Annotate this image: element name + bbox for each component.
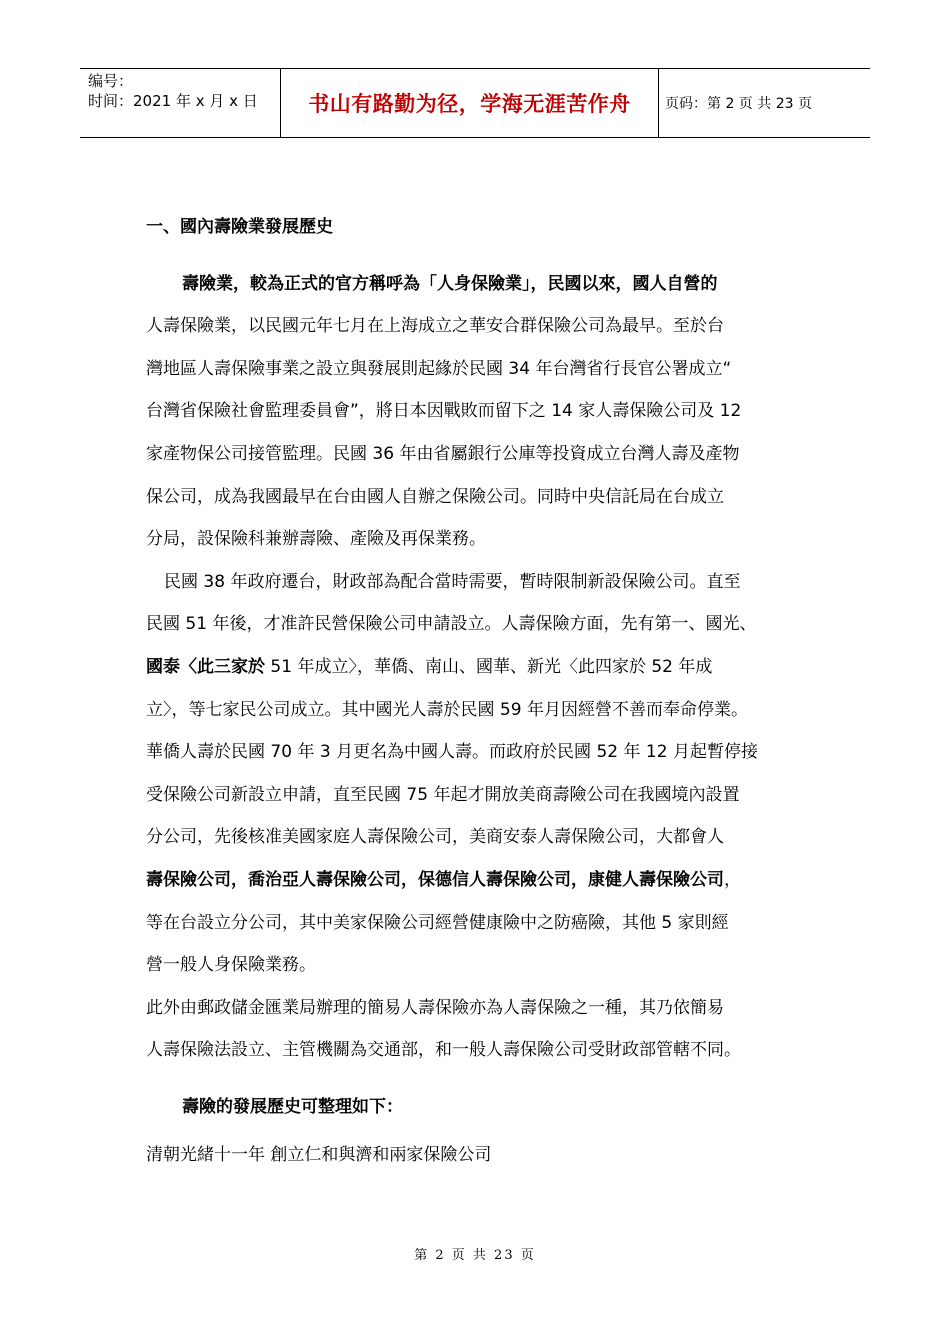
bold-text: 壽保險公司，喬治亞人壽保險公司，保德信人壽保險公司，康健人壽保險公司 <box>146 869 724 890</box>
paragraph-2-line: 營一般人身保險業務。 <box>146 955 316 976</box>
paragraph-2-line: 等在台設立分公司，其中美家保險公司經營健康險中之防癌險，其他 5 家則經 <box>146 912 729 933</box>
paragraph-1-line: 人壽保險業，以民國元年七月在上海成立之華安合群保險公司為最早。至於台 <box>146 316 724 337</box>
paragraph-1 <box>146 263 816 561</box>
paragraph-3 <box>146 987 816 1072</box>
header-motto: 书山有路勤为径，学海无涯苦作舟 <box>281 69 659 137</box>
history-heading: 壽險的發展歷史可整理如下： <box>182 1096 403 1117</box>
section-title: 一、國內壽險業發展歷史 <box>146 217 333 237</box>
paragraph-2-line: 立〉，等七家民公司成立。其中國光人壽於民國 59 年月因經營不善而奉命停業。 <box>146 699 748 720</box>
paragraph-2-line: 華僑人壽於民國 70 年 3 月更名為中國人壽。而政府於民國 52 年 12 月起暫停接 <box>146 742 758 763</box>
paragraph-2-line: 受保險公司新設立申請，直至民國 75 年起才開放美商壽險公司在我國境內設置 <box>146 784 740 805</box>
paragraph-1-line: 壽險業，較為正式的官方稱呼為「人身保險業」，民國以來，國人自營的 <box>182 273 718 294</box>
header-page-info: 页码：第 2 页 共 23 页 <box>665 96 812 112</box>
document-date: 时间：2021 年 x 月 x 日 <box>88 92 258 110</box>
text: 51 年成立〉，華僑、南山、國華、新光〈此四家於 52 年成 <box>265 656 713 677</box>
paragraph-2-line: 民國 38 年政府遷台，財政部為配合當時需要，暫時限制新設保險公司。直至 <box>164 571 741 592</box>
page-footer: 第 2 页 共 23 页 <box>414 1248 536 1263</box>
document-number: 编号： <box>88 72 134 90</box>
paragraph-2-line: 民國 51 年後，才准許民營保險公司申請設立。人壽保險方面，先有第一、國光、 <box>146 614 757 635</box>
paragraph-1-line: 台灣省保險社會監理委員會”，將日本因戰敗而留下之 14 家人壽保險公司及 12 <box>146 401 742 422</box>
page-header <box>80 68 870 138</box>
paragraph-1-line: 灣地區人壽保險事業之設立與發展則起緣於民國 34 年台灣省行長官公署成立“ <box>146 358 732 379</box>
document-body <box>146 206 816 1177</box>
text: ， <box>724 869 741 890</box>
header-meta <box>80 69 281 137</box>
paragraph-3-line: 此外由郵政儲金匯業局辦理的簡易人壽保險亦為人壽保險之一種，其乃依簡易 <box>146 997 724 1018</box>
paragraph-1-line: 家產物保公司接管監理。民國 36 年由省屬銀行公庫等投資成立台灣人壽及產物 <box>146 443 740 464</box>
paragraph-2-line <box>146 859 816 902</box>
history-item: 清朝光緒十一年 創立仁和與濟和兩家保險公司 <box>146 1145 492 1166</box>
paragraph-3-line: 人壽保險法設立、主管機關為交通部，和一般人壽保險公司受財政部管轄不同。 <box>146 1040 741 1061</box>
paragraph-2 <box>146 561 816 987</box>
paragraph-1-line: 保公司，成為我國最早在台由國人自辦之保險公司。同時中央信託局在台成立 <box>146 486 724 507</box>
paragraph-2-line: 分公司，先後核准美國家庭人壽保險公司，美商安泰人壽保險公司，大都會人 <box>146 827 724 848</box>
paragraph-1-line: 分局，設保險科兼辦壽險、產險及再保業務。 <box>146 529 486 550</box>
bold-text: 國泰〈此三家於 <box>146 656 265 677</box>
paragraph-2-line <box>146 646 816 689</box>
